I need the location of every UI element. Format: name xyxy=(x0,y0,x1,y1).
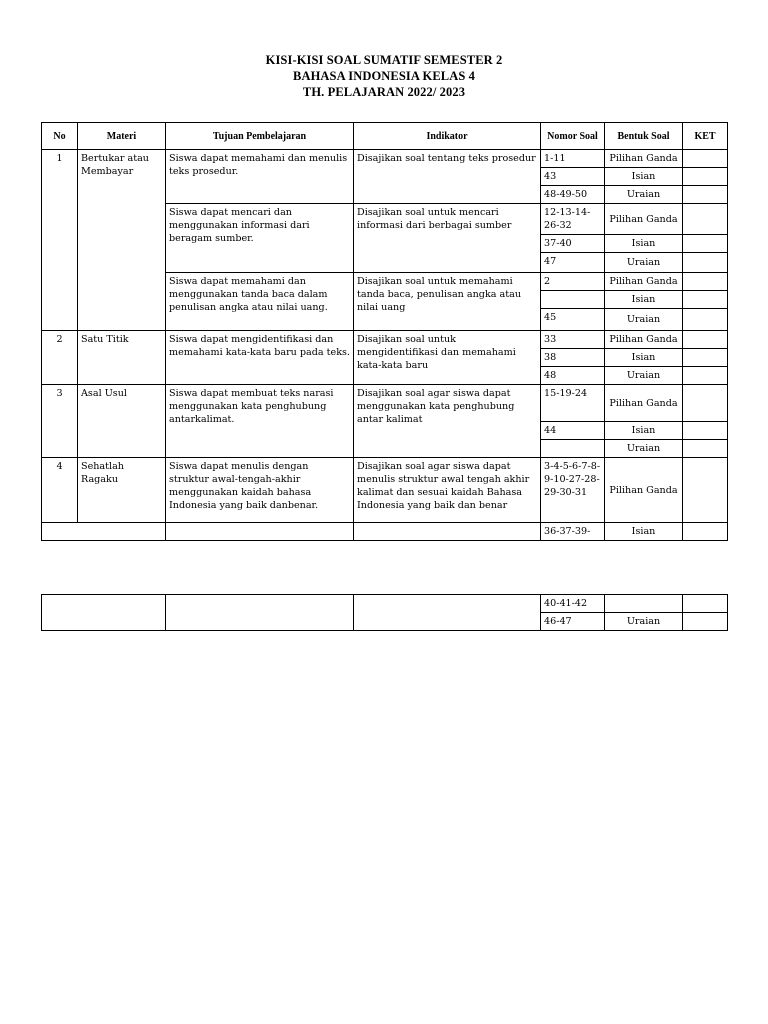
nomor-soal-cell: 38 xyxy=(541,349,605,367)
empty-cell xyxy=(42,523,166,541)
tujuan-cell: Siswa dapat mengidentifikasi dan memahami kata-kata baru pada teks. xyxy=(166,331,354,385)
indikator-cell: Disajikan soal untuk mencari informasi dari berbagai sumber xyxy=(354,204,541,273)
table-row xyxy=(42,150,728,168)
nomor-soal-cell: 3-4-5-6-7-8-9-10-27-28-29-30-31 xyxy=(541,458,605,523)
indikator-cell: Disajikan soal agar siswa dapat menulis struktur awal tengah akhir kalimat dan sesuai kaidah Bahasa Indonesia yang baik dan benar xyxy=(354,458,541,523)
ket-cell xyxy=(683,186,728,204)
ket-cell xyxy=(683,523,728,541)
tujuan-cell: Siswa dapat mencari dan menggunakan informasi dari beragam sumber. xyxy=(166,204,354,273)
header-tujuan: Tujuan Pembelajaran xyxy=(166,123,354,150)
title-line-1: KISI-KISI SOAL SUMATIF SEMESTER 2 xyxy=(265,53,503,67)
empty-cell xyxy=(42,595,166,631)
ket-cell xyxy=(683,253,728,273)
nomor-soal-cell: 1-11 xyxy=(541,150,605,168)
tujuan-cell: Siswa dapat memahami dan menggunakan tanda baca dalam penulisan angka atau nilai uang. xyxy=(166,273,354,331)
row-number: 4 xyxy=(42,458,78,523)
nomor-soal-cell xyxy=(541,440,605,458)
nomor-soal-cell: 37-40 xyxy=(541,235,605,253)
bentuk-soal-cell: Uraian xyxy=(605,309,683,331)
header-materi: Materi xyxy=(78,123,166,150)
title-line-2: BAHASA INDONESIA KELAS 4 xyxy=(293,69,475,83)
bentuk-soal-cell: Pilihan Ganda xyxy=(605,204,683,235)
header-indikator: Indikator xyxy=(354,123,541,150)
materi-cell: Asal Usul xyxy=(78,385,166,458)
nomor-soal-cell: 47 xyxy=(541,253,605,273)
nomor-soal-cell: 43 xyxy=(541,168,605,186)
nomor-soal-cell: 36-37-39- xyxy=(541,523,605,541)
bentuk-soal-cell: Isian xyxy=(605,168,683,186)
ket-cell xyxy=(683,367,728,385)
nomor-soal-cell: 15-19-24 xyxy=(541,385,605,422)
title-line-3: TH. PELAJARAN 2022/ 2023 xyxy=(302,85,466,99)
table-row xyxy=(42,523,728,541)
bentuk-soal-cell: Isian xyxy=(605,523,683,541)
ket-cell xyxy=(683,385,728,422)
bentuk-soal-cell: Pilihan Ganda xyxy=(605,150,683,168)
empty-cell xyxy=(354,595,541,631)
continuation-table xyxy=(41,594,728,631)
nomor-soal-cell: 48-49-50 xyxy=(541,186,605,204)
tujuan-cell: Siswa dapat menulis dengan struktur awal-tengah-akhir menggunakan kaidah bahasa Indonesia yang baik danbenar. xyxy=(166,458,354,523)
ket-cell xyxy=(683,168,728,186)
bentuk-soal-cell: Isian xyxy=(605,422,683,440)
ket-cell xyxy=(683,331,728,349)
empty-cell xyxy=(166,595,354,631)
ket-cell xyxy=(683,422,728,440)
header-bentuk-soal: Bentuk Soal xyxy=(605,123,683,150)
header-no: No xyxy=(42,123,78,150)
indikator-cell: Disajikan soal untuk memahami tanda baca, penulisan angka atau nilai uang xyxy=(354,273,541,331)
ket-cell xyxy=(683,349,728,367)
materi-cell: Sehatlah Ragaku xyxy=(78,458,166,523)
tujuan-cell: Siswa dapat memahami dan menulis teks prosedur. xyxy=(166,150,354,204)
row-number: 2 xyxy=(42,331,78,385)
header-ket: KET xyxy=(683,123,728,150)
bentuk-soal-cell: Uraian xyxy=(605,440,683,458)
bentuk-soal-cell: Uraian xyxy=(605,253,683,273)
ket-cell xyxy=(683,235,728,253)
indikator-cell: Disajikan soal agar siswa dapat menggunakan kata penghubung antar kalimat xyxy=(354,385,541,458)
bentuk-soal-cell: Isian xyxy=(605,291,683,309)
bentuk-soal-cell xyxy=(605,595,683,613)
indikator-cell: Disajikan soal untuk mengidentifikasi dan memahami kata-kata baru xyxy=(354,331,541,385)
bentuk-soal-cell: Uraian xyxy=(605,613,683,631)
table-row xyxy=(42,458,728,523)
bentuk-soal-cell: Pilihan Ganda xyxy=(605,273,683,291)
table-row xyxy=(42,385,728,422)
bentuk-soal-cell: Isian xyxy=(605,235,683,253)
table-header-row xyxy=(42,123,728,150)
indikator-cell: Disajikan soal tentang teks prosedur xyxy=(354,150,541,204)
bentuk-soal-cell: Pilihan Ganda xyxy=(605,385,683,422)
ket-cell xyxy=(683,204,728,235)
ket-cell xyxy=(683,291,728,309)
nomor-soal-cell: 33 xyxy=(541,331,605,349)
empty-cell xyxy=(354,523,541,541)
header-nomor-soal: Nomor Soal xyxy=(541,123,605,150)
table-row xyxy=(42,595,728,613)
ket-cell xyxy=(683,595,728,613)
bentuk-soal-cell: Uraian xyxy=(605,186,683,204)
bentuk-soal-cell: Pilihan Ganda xyxy=(605,331,683,349)
nomor-soal-cell: 2 xyxy=(541,273,605,291)
ket-cell xyxy=(683,309,728,331)
materi-cell: Satu Titik xyxy=(78,331,166,385)
empty-cell xyxy=(166,523,354,541)
nomor-soal-cell: 45 xyxy=(541,309,605,331)
bentuk-soal-cell: Uraian xyxy=(605,367,683,385)
nomor-soal-cell xyxy=(541,291,605,309)
ket-cell xyxy=(683,150,728,168)
nomor-soal-cell: 46-47 xyxy=(541,613,605,631)
bentuk-soal-cell: Pilihan Ganda xyxy=(605,458,683,523)
nomor-soal-cell: 40-41-42 xyxy=(541,595,605,613)
nomor-soal-cell: 12-13-14-26-32 xyxy=(541,204,605,235)
ket-cell xyxy=(683,273,728,291)
ket-cell xyxy=(683,440,728,458)
nomor-soal-cell: 44 xyxy=(541,422,605,440)
bentuk-soal-cell: Isian xyxy=(605,349,683,367)
row-number: 1 xyxy=(42,150,78,331)
document-title-block xyxy=(0,52,768,100)
ket-cell xyxy=(683,458,728,523)
ket-cell xyxy=(683,613,728,631)
table-row xyxy=(42,331,728,349)
row-number: 3 xyxy=(42,385,78,458)
tujuan-cell: Siswa dapat membuat teks narasi menggunakan kata penghubung antarkalimat. xyxy=(166,385,354,458)
materi-cell: Bertukar atau Membayar xyxy=(78,150,166,331)
nomor-soal-cell: 48 xyxy=(541,367,605,385)
kisi-kisi-table xyxy=(41,122,728,541)
